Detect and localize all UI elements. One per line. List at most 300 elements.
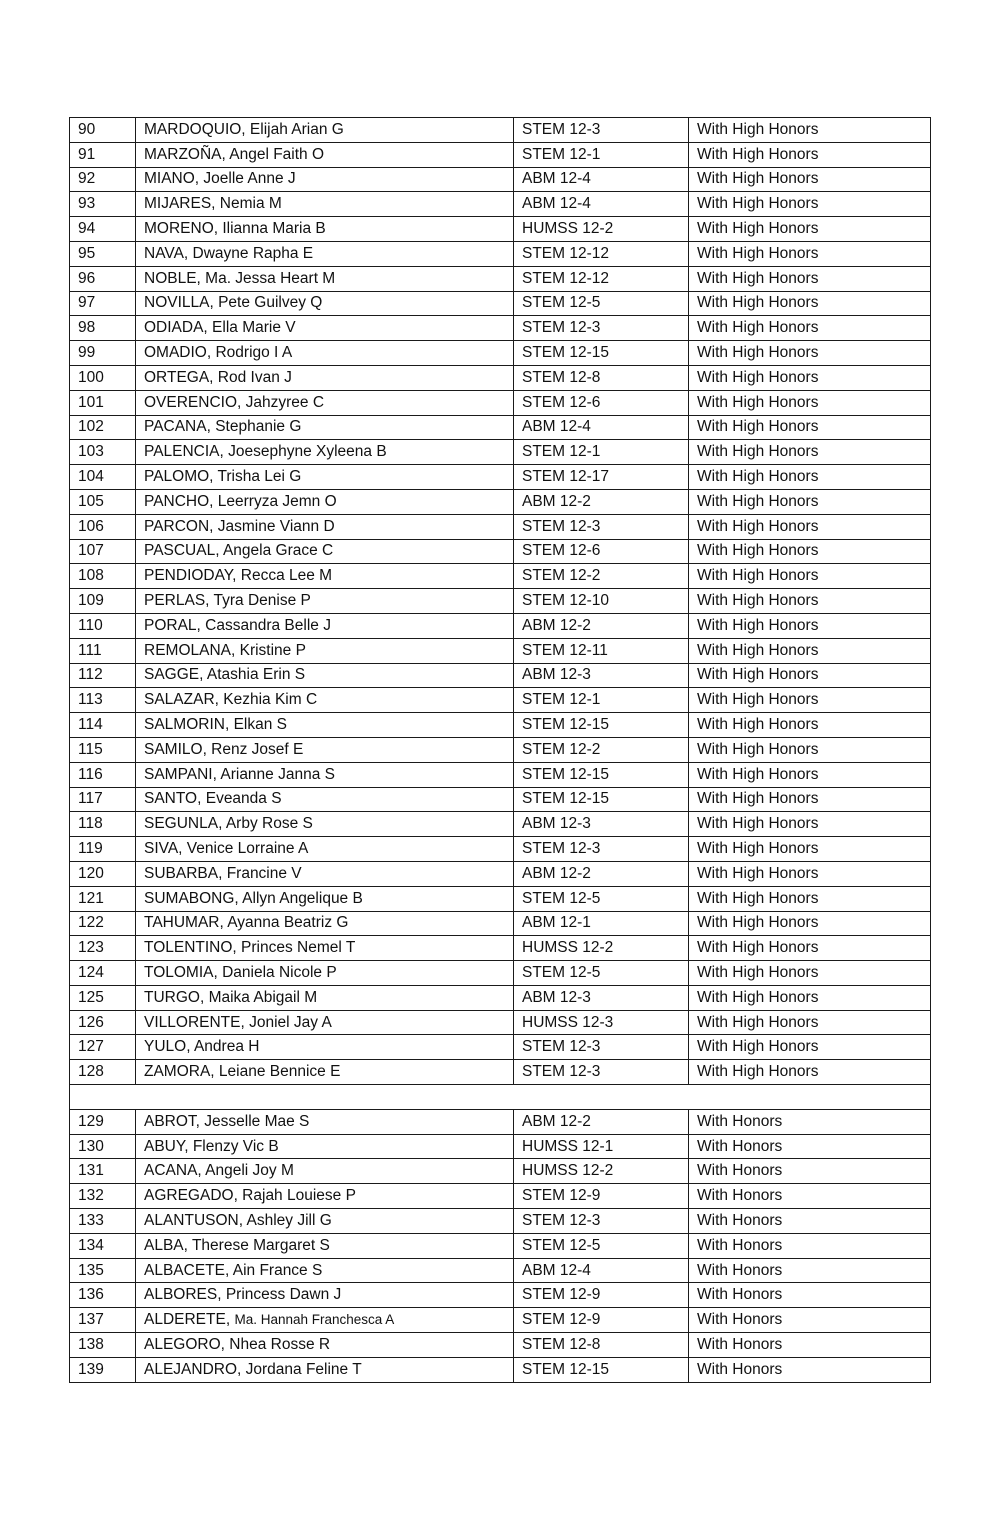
row-number-cell — [70, 489, 136, 514]
section-text: STEM 12-9 — [522, 1286, 601, 1304]
table-row — [70, 514, 931, 539]
row-number-cell — [70, 167, 136, 192]
honor-cell — [689, 465, 931, 490]
row-number-cell — [70, 737, 136, 762]
row-number-text: 134 — [78, 1236, 104, 1254]
honor-text: With High Honors — [697, 716, 819, 734]
table-row — [70, 564, 931, 589]
row-number-text: 102 — [78, 418, 104, 436]
student-name-text: ZAMORA, Leiane Bennice E — [144, 1063, 341, 1081]
row-number-cell — [70, 539, 136, 564]
row-number-text: 120 — [78, 864, 104, 882]
row-number-text: 121 — [78, 889, 104, 907]
student-name-cell — [136, 291, 514, 316]
honor-cell — [689, 1159, 931, 1184]
section-text: HUMSS 12-3 — [522, 1013, 614, 1031]
student-name-cell — [136, 365, 514, 390]
table-body — [70, 118, 931, 1383]
honor-cell — [689, 1109, 931, 1134]
student-name-text: TAHUMAR, Ayanna Beatriz G — [144, 914, 349, 932]
section-text: STEM 12-2 — [522, 740, 601, 758]
section-cell — [514, 1233, 689, 1258]
row-number-text: 90 — [78, 120, 96, 138]
student-name-cell — [136, 118, 514, 143]
section-cell — [514, 985, 689, 1010]
honor-cell — [689, 1258, 931, 1283]
section-text: HUMSS 12-2 — [522, 1162, 614, 1180]
table-row — [70, 1357, 931, 1382]
honor-text: With High Honors — [697, 393, 819, 411]
row-number-cell — [70, 911, 136, 936]
section-cell — [514, 1333, 689, 1358]
row-number-text: 135 — [78, 1261, 104, 1279]
section-cell — [514, 1258, 689, 1283]
student-name-cell — [136, 1109, 514, 1134]
student-name-text: OMADIO, Rodrigo I A — [144, 344, 293, 362]
section-text: STEM 12-6 — [522, 542, 601, 560]
student-name-text: SUBARBA, Francine V — [144, 864, 302, 882]
row-number-cell — [70, 415, 136, 440]
section-text: STEM 12-3 — [522, 517, 601, 535]
honor-text: With High Honors — [697, 988, 819, 1006]
honor-text: With High Honors — [697, 592, 819, 610]
honor-cell — [689, 787, 931, 812]
row-number-text: 116 — [78, 765, 103, 783]
row-number-cell — [70, 936, 136, 961]
honor-text: With High Honors — [697, 1038, 819, 1056]
section-text: STEM 12-15 — [522, 765, 610, 783]
honor-cell — [689, 440, 931, 465]
honor-text: With High Honors — [697, 641, 819, 659]
row-number-cell — [70, 564, 136, 589]
section-cell — [514, 861, 689, 886]
student-name-cell — [136, 1308, 514, 1333]
row-number-text: 111 — [78, 641, 102, 659]
honor-text: With High Honors — [697, 517, 819, 535]
table-row — [70, 217, 931, 242]
honor-text: With High Honors — [697, 220, 819, 238]
row-number-text: 115 — [78, 740, 103, 758]
section-text: ABM 12-2 — [522, 492, 591, 510]
row-number-cell — [70, 1159, 136, 1184]
student-name-cell — [136, 1060, 514, 1085]
student-name-text: AGREGADO, Rajah Louiese P — [144, 1187, 356, 1205]
honor-text: With Honors — [697, 1236, 783, 1254]
row-number-cell — [70, 961, 136, 986]
table-row — [70, 1184, 931, 1209]
honor-cell — [689, 713, 931, 738]
honor-cell — [689, 1035, 931, 1060]
section-text: ABM 12-2 — [522, 1112, 591, 1130]
honor-cell — [689, 613, 931, 638]
section-text: STEM 12-1 — [522, 145, 601, 163]
table-row — [70, 142, 931, 167]
table-row — [70, 787, 931, 812]
student-name-cell — [136, 985, 514, 1010]
table-row — [70, 465, 931, 490]
student-name-cell — [136, 1035, 514, 1060]
row-number-cell — [70, 1308, 136, 1333]
table-row — [70, 192, 931, 217]
honor-cell — [689, 192, 931, 217]
student-name-cell — [136, 1258, 514, 1283]
table-row — [70, 1134, 931, 1159]
section-text: STEM 12-3 — [522, 1211, 601, 1229]
student-name-text: PASCUAL, Angela Grace C — [144, 542, 334, 560]
section-text: HUMSS 12-2 — [522, 939, 614, 957]
table-row — [70, 1233, 931, 1258]
honor-text: With High Honors — [697, 567, 819, 585]
section-cell — [514, 192, 689, 217]
row-number-text: 105 — [78, 492, 104, 510]
student-name-cell — [136, 589, 514, 614]
section-text: STEM 12-6 — [522, 393, 601, 411]
student-name-cell — [136, 489, 514, 514]
row-number-text: 98 — [78, 319, 96, 337]
section-cell — [514, 1184, 689, 1209]
row-number-text: 129 — [78, 1112, 104, 1130]
section-text: STEM 12-3 — [522, 840, 601, 857]
honor-cell — [689, 415, 931, 440]
row-number-text: 138 — [78, 1335, 104, 1353]
row-number-text: 132 — [78, 1187, 104, 1205]
honor-cell — [689, 1209, 931, 1234]
section-cell — [514, 1308, 689, 1333]
honor-text: With High Honors — [697, 468, 819, 486]
section-cell — [514, 266, 689, 291]
row-number-cell — [70, 440, 136, 465]
section-cell — [514, 613, 689, 638]
honor-cell — [689, 1357, 931, 1382]
student-name-cell — [136, 861, 514, 886]
section-text: STEM 12-3 — [522, 319, 601, 337]
section-cell — [514, 787, 689, 812]
row-number-cell — [70, 688, 136, 713]
section-cell — [514, 564, 689, 589]
table-row — [70, 316, 931, 341]
row-number-text: 119 — [78, 840, 103, 857]
honor-text: With High Honors — [697, 443, 819, 461]
section-text: STEM 12-9 — [522, 1187, 601, 1205]
table-row — [70, 241, 931, 266]
section-text: ABM 12-3 — [522, 988, 591, 1006]
honor-text: With High Honors — [697, 269, 819, 287]
section-text: STEM 12-17 — [522, 468, 610, 486]
table-row — [70, 1109, 931, 1134]
student-name-cell — [136, 737, 514, 762]
row-number-text: 130 — [78, 1137, 104, 1155]
student-name-text: PARCON, Jasmine Viann D — [144, 517, 335, 535]
row-number-text: 100 — [78, 368, 104, 386]
honor-cell — [689, 762, 931, 787]
table-row — [70, 167, 931, 192]
honor-text: With Honors — [697, 1112, 783, 1130]
honors-table — [69, 117, 931, 1383]
student-name-text: SAMPANI, Arianne Janna S — [144, 765, 335, 783]
honor-cell — [689, 961, 931, 986]
table-row — [70, 589, 931, 614]
row-number-text: 94 — [78, 220, 96, 238]
honor-cell — [689, 1233, 931, 1258]
row-number-cell — [70, 1209, 136, 1234]
table-row — [70, 1159, 931, 1184]
row-number-text: 104 — [78, 468, 104, 486]
row-number-cell — [70, 812, 136, 837]
student-name-text: PALOMO, Trisha Lei G — [144, 468, 302, 486]
section-text: STEM 12-5 — [522, 1236, 601, 1254]
section-text: ABM 12-3 — [522, 815, 591, 833]
honor-text: With Honors — [697, 1162, 783, 1180]
section-text: STEM 12-3 — [522, 120, 601, 138]
section-cell — [514, 837, 689, 862]
section-cell — [514, 663, 689, 688]
student-name-cell — [136, 1283, 514, 1308]
student-name-cell — [136, 638, 514, 663]
student-name-cell — [136, 1233, 514, 1258]
section-cell — [514, 1159, 689, 1184]
section-cell — [514, 886, 689, 911]
student-name-cell — [136, 1357, 514, 1382]
row-number-text: 126 — [78, 1013, 104, 1031]
section-cell — [514, 688, 689, 713]
row-number-text: 122 — [78, 914, 104, 932]
table-row — [70, 886, 931, 911]
table-row — [70, 440, 931, 465]
student-name-cell — [136, 613, 514, 638]
section-cell — [514, 390, 689, 415]
section-cell — [514, 1134, 689, 1159]
row-number-text: 114 — [78, 716, 103, 734]
student-name-text: ALEGORO, Nhea Rosse R — [144, 1335, 331, 1353]
student-name-cell — [136, 688, 514, 713]
student-name-cell — [136, 390, 514, 415]
student-name-text: PORAL, Cassandra Belle J — [144, 616, 331, 634]
student-name-cell — [136, 341, 514, 366]
row-number-cell — [70, 192, 136, 217]
student-name-text: PANCHO, Leerryza Jemn O — [144, 492, 337, 510]
section-text: STEM 12-11 — [522, 641, 608, 659]
student-name-text: TOLENTINO, Princes Nemel T — [144, 939, 356, 957]
honor-cell — [689, 514, 931, 539]
row-number-text: 128 — [78, 1063, 104, 1081]
student-name-text: ALDERETE, — [144, 1311, 235, 1329]
honor-text: With High Honors — [697, 244, 819, 262]
honor-text: With High Honors — [697, 145, 819, 163]
honor-cell — [689, 1010, 931, 1035]
section-text: ABM 12-2 — [522, 864, 591, 882]
honor-cell — [689, 886, 931, 911]
student-name-text: OVERENCIO, Jahzyree C — [144, 393, 325, 411]
row-number-text: 93 — [78, 195, 96, 213]
honor-text: With High Honors — [697, 120, 819, 138]
honor-cell — [689, 291, 931, 316]
section-text: ABM 12-4 — [522, 170, 591, 188]
row-number-text: 113 — [78, 691, 103, 709]
honor-cell — [689, 1184, 931, 1209]
student-name-text: SIVA, Venice Lorraine A — [144, 840, 309, 857]
honor-text: With High Honors — [697, 418, 819, 436]
row-number-text: 136 — [78, 1286, 104, 1304]
student-name-text: SUMABONG, Allyn Angelique B — [144, 889, 363, 907]
student-name-text: ACANA, Angeli Joy M — [144, 1162, 294, 1180]
student-name-text: PACANA, Stephanie G — [144, 418, 302, 436]
honor-text: With High Honors — [697, 368, 819, 386]
student-name-cell — [136, 837, 514, 862]
section-text: STEM 12-12 — [522, 269, 610, 287]
row-number-cell — [70, 465, 136, 490]
honor-cell — [689, 390, 931, 415]
section-cell — [514, 812, 689, 837]
separator-row — [70, 1085, 931, 1110]
honor-cell — [689, 539, 931, 564]
row-number-cell — [70, 118, 136, 143]
table-row — [70, 415, 931, 440]
student-name-text: TURGO, Maika Abigail M — [144, 988, 318, 1006]
student-name-text: SANTO, Eveanda S — [144, 790, 282, 808]
honor-cell — [689, 837, 931, 862]
student-name-cell — [136, 266, 514, 291]
student-name-text: ALBORES, Princess Dawn J — [144, 1286, 342, 1304]
table-row — [70, 1308, 931, 1333]
table-row — [70, 365, 931, 390]
section-cell — [514, 1035, 689, 1060]
honor-cell — [689, 241, 931, 266]
row-number-cell — [70, 861, 136, 886]
honor-text: With High Honors — [697, 666, 819, 684]
student-name-cell — [136, 539, 514, 564]
student-name-text: SAGGE, Atashia Erin S — [144, 666, 306, 684]
row-number-cell — [70, 1060, 136, 1085]
section-text: ABM 12-4 — [522, 195, 591, 213]
row-number-cell — [70, 985, 136, 1010]
row-number-text: 97 — [78, 294, 96, 312]
student-name-cell — [136, 167, 514, 192]
section-text: STEM 12-9 — [522, 1311, 601, 1329]
section-text: STEM 12-5 — [522, 889, 601, 907]
student-name-cell — [136, 192, 514, 217]
row-number-text: 139 — [78, 1360, 104, 1378]
section-text: STEM 12-15 — [522, 1360, 610, 1378]
student-name-suffix-text: Ma. Hannah Franchesca A — [234, 1312, 395, 1328]
student-name-text: ALEJANDRO, Jordana Feline T — [144, 1360, 362, 1378]
row-number-cell — [70, 663, 136, 688]
honor-text: With High Honors — [697, 914, 819, 932]
table-row — [70, 911, 931, 936]
student-name-text: MIJARES, Nemia M — [144, 195, 282, 213]
row-number-text: 118 — [78, 815, 103, 833]
table-row — [70, 539, 931, 564]
honor-text: With High Honors — [697, 170, 819, 188]
student-name-text: SAMILO, Renz Josef E — [144, 740, 304, 758]
section-cell — [514, 1010, 689, 1035]
row-number-text: 99 — [78, 344, 96, 362]
student-name-cell — [136, 936, 514, 961]
honor-text: With High Honors — [697, 1013, 819, 1031]
student-name-text: NAVA, Dwayne Rapha E — [144, 244, 314, 262]
student-name-cell — [136, 663, 514, 688]
student-name-text: ALANTUSON, Ashley Jill G — [144, 1211, 332, 1229]
table-row — [70, 936, 931, 961]
honor-text: With High Honors — [697, 815, 819, 833]
student-name-cell — [136, 1010, 514, 1035]
student-name-cell — [136, 787, 514, 812]
row-number-text: 127 — [78, 1038, 104, 1056]
section-cell — [514, 737, 689, 762]
table-row — [70, 341, 931, 366]
row-number-text: 92 — [78, 170, 96, 188]
table-row — [70, 489, 931, 514]
honor-text: With High Honors — [697, 492, 819, 510]
section-text: STEM 12-1 — [522, 691, 601, 709]
section-cell — [514, 341, 689, 366]
section-cell — [514, 365, 689, 390]
table-row — [70, 118, 931, 143]
section-cell — [514, 936, 689, 961]
honor-cell — [689, 737, 931, 762]
section-text: HUMSS 12-2 — [522, 220, 614, 238]
section-cell — [514, 638, 689, 663]
table-row — [70, 1209, 931, 1234]
student-name-cell — [136, 241, 514, 266]
honor-text: With High Honors — [697, 294, 819, 312]
row-number-cell — [70, 1333, 136, 1358]
honor-cell — [689, 1333, 931, 1358]
row-number-text: 137 — [78, 1311, 104, 1329]
honor-cell — [689, 812, 931, 837]
row-number-cell — [70, 316, 136, 341]
student-name-text: ALBA, Therese Margaret S — [144, 1236, 330, 1254]
section-text: STEM 12-2 — [522, 567, 601, 585]
table-row — [70, 266, 931, 291]
table-row — [70, 688, 931, 713]
student-name-cell — [136, 440, 514, 465]
honor-text: With High Honors — [697, 740, 819, 758]
student-name-text: YULO, Andrea H — [144, 1038, 260, 1056]
section-text: STEM 12-8 — [522, 368, 601, 386]
row-number-cell — [70, 886, 136, 911]
row-number-text: 96 — [78, 269, 96, 287]
honor-cell — [689, 142, 931, 167]
student-name-text: SALAZAR, Kezhia Kim C — [144, 691, 318, 709]
row-number-cell — [70, 1010, 136, 1035]
section-cell — [514, 217, 689, 242]
row-number-cell — [70, 241, 136, 266]
section-cell — [514, 167, 689, 192]
section-text: STEM 12-15 — [522, 716, 610, 734]
section-text: STEM 12-10 — [522, 592, 610, 610]
row-number-cell — [70, 713, 136, 738]
student-name-cell — [136, 142, 514, 167]
honor-cell — [689, 1060, 931, 1085]
table-row — [70, 390, 931, 415]
honor-cell — [689, 564, 931, 589]
student-name-cell — [136, 886, 514, 911]
honor-text: With High Honors — [697, 765, 819, 783]
section-cell — [514, 440, 689, 465]
row-number-text: 117 — [78, 790, 103, 808]
section-text: ABM 12-2 — [522, 616, 591, 634]
row-number-text: 101 — [78, 393, 104, 411]
row-number-text: 91 — [78, 145, 96, 163]
honor-text: With High Honors — [697, 864, 819, 882]
row-number-cell — [70, 787, 136, 812]
row-number-text: 109 — [78, 592, 104, 610]
student-name-text: VILLORENTE, Joniel Jay A — [144, 1013, 332, 1031]
row-number-text: 131 — [78, 1162, 104, 1180]
student-name-text: PALENCIA, Joesephyne Xyleena B — [144, 443, 387, 461]
row-number-cell — [70, 1109, 136, 1134]
honor-text: With High Honors — [697, 939, 819, 957]
